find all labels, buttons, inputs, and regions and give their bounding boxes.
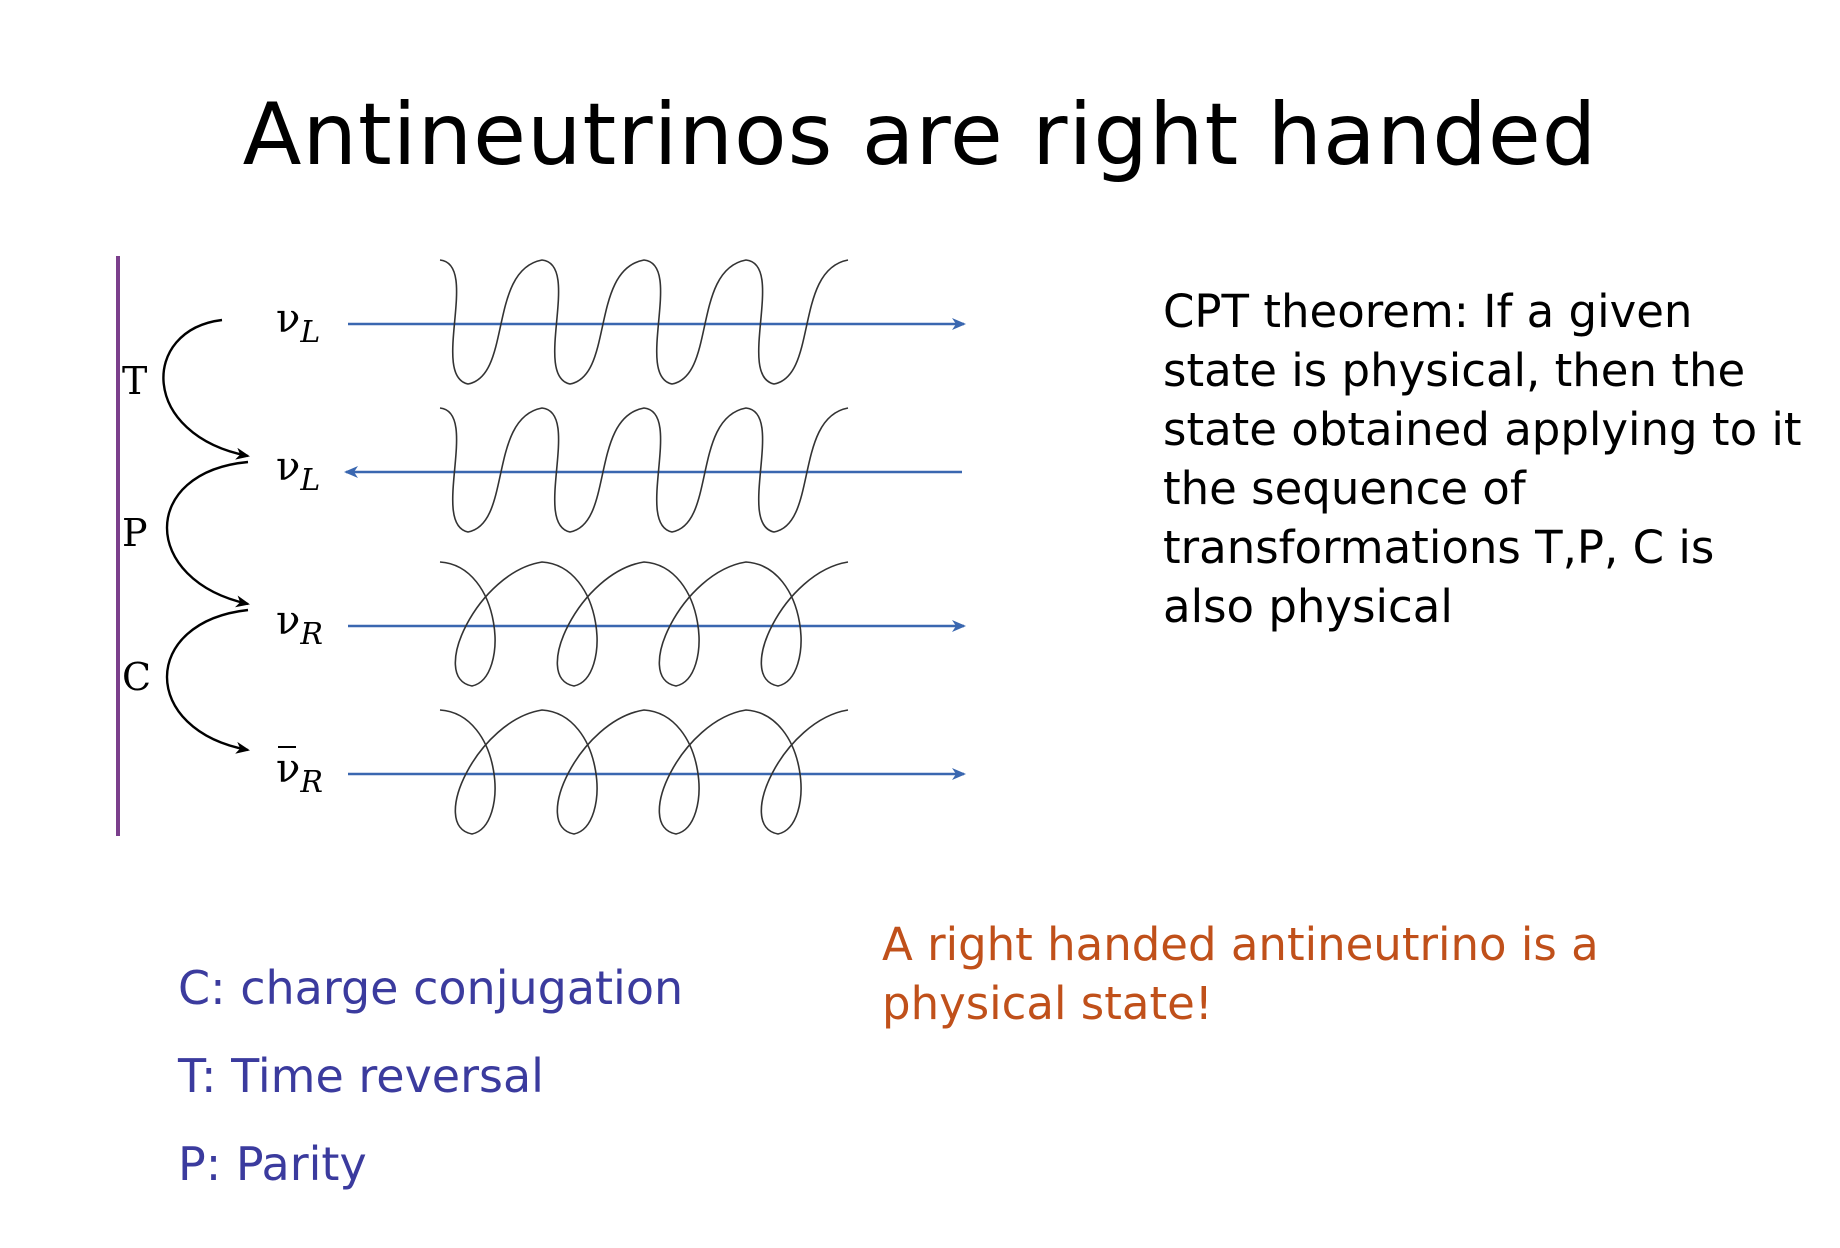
transformation-label-p: P bbox=[122, 511, 148, 555]
spin-helix bbox=[440, 260, 848, 384]
state-row bbox=[276, 408, 962, 532]
state-label bbox=[276, 296, 320, 350]
legend-item-charge-conjugation: C: charge conjugation bbox=[178, 961, 684, 1015]
state-label bbox=[276, 746, 323, 800]
state-label bbox=[276, 598, 323, 652]
neutrino-symbol: ν bbox=[276, 746, 301, 792]
cpt-helicity-diagram bbox=[100, 250, 1000, 850]
slide-title: Antineutrinos are right handed bbox=[242, 85, 1598, 185]
legend-item-parity: P: Parity bbox=[178, 1137, 367, 1191]
helicity-subscript: R bbox=[300, 617, 323, 652]
state-label bbox=[276, 444, 320, 498]
neutrino-symbol: ν bbox=[276, 444, 301, 490]
state-row bbox=[276, 562, 964, 686]
cpt-theorem-text: CPT theorem: If a given state is physical, then the state obtained applying to it the sequence of transformations T,P, C is also physical bbox=[1163, 285, 1802, 633]
transformation-label-c: C bbox=[122, 655, 152, 699]
spin-helix bbox=[440, 562, 848, 686]
spin-helix bbox=[440, 408, 848, 532]
state-row bbox=[276, 710, 964, 834]
transformation-curve-t bbox=[163, 320, 248, 456]
neutrino-symbol: ν bbox=[276, 296, 301, 342]
neutrino-symbol: ν bbox=[276, 598, 301, 644]
conclusion-text: A right handed antineutrino is a physical state! bbox=[882, 918, 1599, 1030]
transformation-legend bbox=[178, 958, 683, 1222]
transformation-label-t: T bbox=[122, 359, 148, 403]
spin-helix bbox=[440, 710, 848, 834]
helicity-subscript: R bbox=[300, 765, 323, 800]
helicity-subscript: L bbox=[300, 315, 321, 350]
transformation-curve-p bbox=[167, 462, 248, 604]
helicity-subscript: L bbox=[300, 463, 321, 498]
legend-item-time-reversal: T: Time reversal bbox=[178, 1049, 544, 1103]
state-row bbox=[276, 260, 964, 384]
transformation-curve-c bbox=[167, 610, 248, 750]
